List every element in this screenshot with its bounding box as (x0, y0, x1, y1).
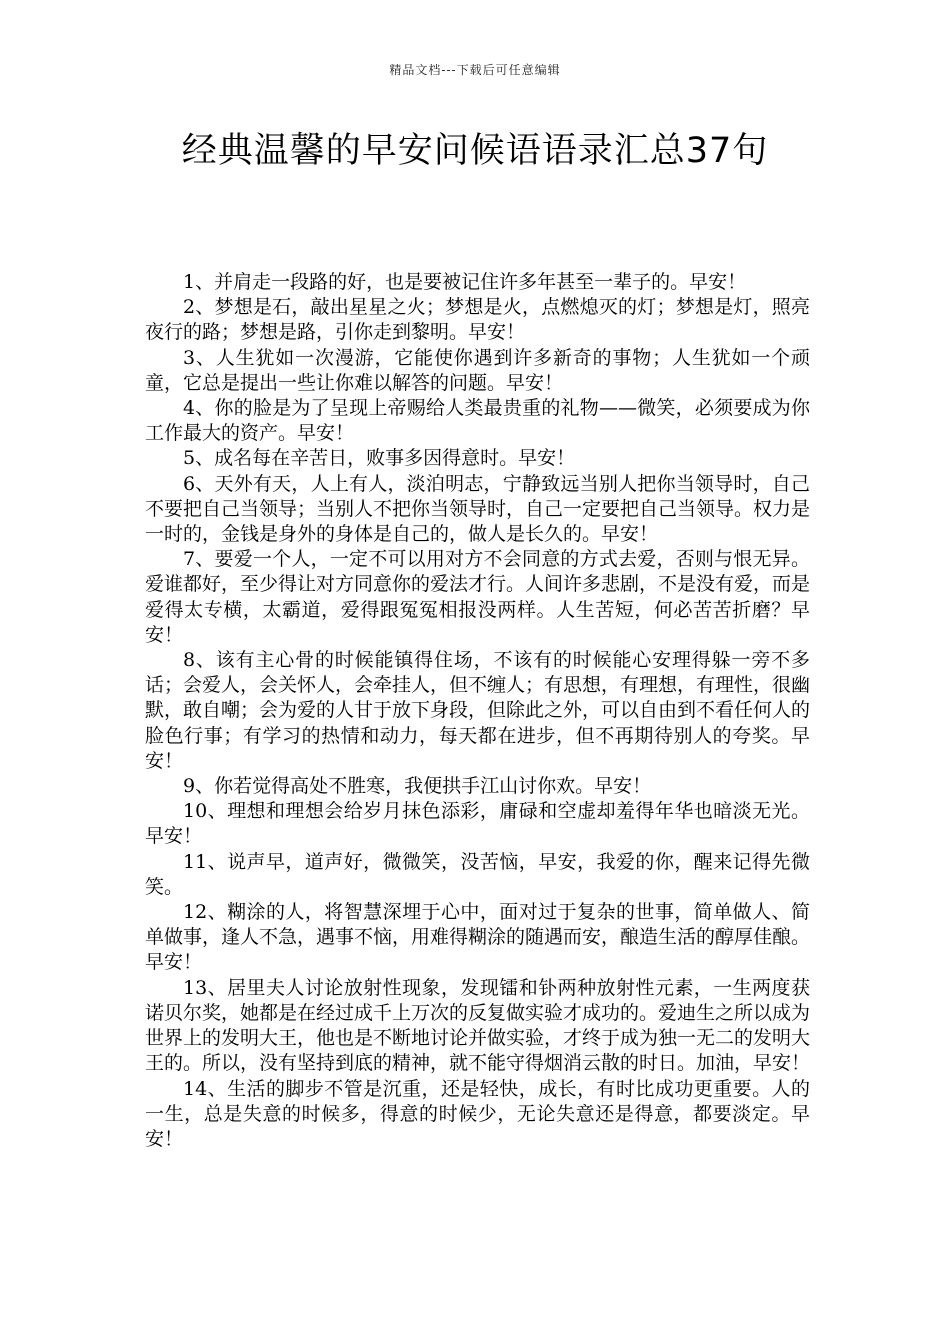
paragraph: 1、并肩走一段路的好，也是要被记住许多年甚至一辈子的。早安！ (183, 271, 747, 293)
paragraph: 13、居里夫人讨论放射性现象，发现镭和钋两种放射性元素，一生两度获诺贝尔奖，她都是在经过成千上万次的反复做实验才成功的。爱迪生之所以成为世界上的发明大王，他也是不断地讨论并做实验，才终于成为独一无二的发明大王的。所以，没有坚持到底的精神，就不能守得烟消云散的时日。加油，早安！ (145, 976, 811, 1075)
paragraph: 11、说声早，道声好，微微笑，没苦恼，早安，我爱的你，醒来记得先微笑。 (145, 850, 810, 898)
paragraph: 2、梦想是石，敲出星星之火；梦想是火，点燃熄灭的灯；梦想是灯，照亮夜行的路；梦想是路，引你走到黎明。早安！ (145, 296, 810, 344)
paragraph: 9、你若觉得高处不胜寒，我便拱手江山讨你欢。早安！ (183, 775, 652, 798)
paragraph: 5、成名每在辛苦日，败事多因得意时。早安！ (183, 447, 576, 470)
document-body (145, 270, 810, 1152)
paragraph: 10、理想和理想会给岁月抹色添彩，庸碌和空虚却羞得年华也暗淡无光。早安！ (145, 800, 810, 848)
paragraph: 12、糊涂的人，将智慧深埋于心中，面对过于复杂的世事，简单做人、简单做事，逢人不急，遇事不恼，用难得糊涂的随遇而安，酿造生活的醇厚佳酿。早安！ (145, 901, 811, 974)
paragraph: 7、要爱一个人，一定不可以用对方不会同意的方式去爱，否则与恨无异。爱谁都好，至少得让对方同意你的爱法才行。人间许多悲剧，不是没有爱，而是爱得太专横，太霸道，爱得跟冤冤相报没两样。人生苦短，何必苦苦折磨？早安！ (145, 548, 811, 646)
paragraph: 3、人生犹如一次漫游，它能使你遇到许多新奇的事物；人生犹如一个顽童，它总是提出一些让你难以解答的问题。早安！ (145, 346, 810, 394)
paragraph: 14、生活的脚步不管是沉重，还是轻快，成长，有时比成功更重要。人的一生，总是失意的时候多，得意的时候少，无论失意还是得意，都要淡定。早安！ (145, 1077, 810, 1150)
document-title: 经典温馨的早安问候语语录汇总37句 (181, 131, 769, 171)
paragraph: 8、该有主心骨的时候能镇得住场，不该有的时候能心安理得躲一旁不多话；会爱人，会关怀人，会牵挂人，但不缠人；有思想，有理想，有理性，很幽默，敢自嘲；会为爱的人甘于放下身段，但除此之外，可以自由到不看任何人的脸色行事；有学习的热情和动力，每天都在进步，但不再期待别人的夸奖。早安！ (145, 649, 811, 772)
paragraph: 4、你的脸是为了呈现上帝赐给人类最贵重的礼物——微笑，必须要成为你工作最大的资产。早安！ (145, 397, 810, 445)
paragraph: 6、天外有天，人上有人，淡泊明志，宁静致远当别人把你当领导时，自己不要把自己当领导；当别人不把你当领导时，自己一定要把自己当领导。权力是一时的，金钱是身外的身体是自己的，做人是长久的。早安！ (145, 472, 811, 546)
header-note: 精品文档---下载后可任意编辑 (389, 63, 561, 77)
